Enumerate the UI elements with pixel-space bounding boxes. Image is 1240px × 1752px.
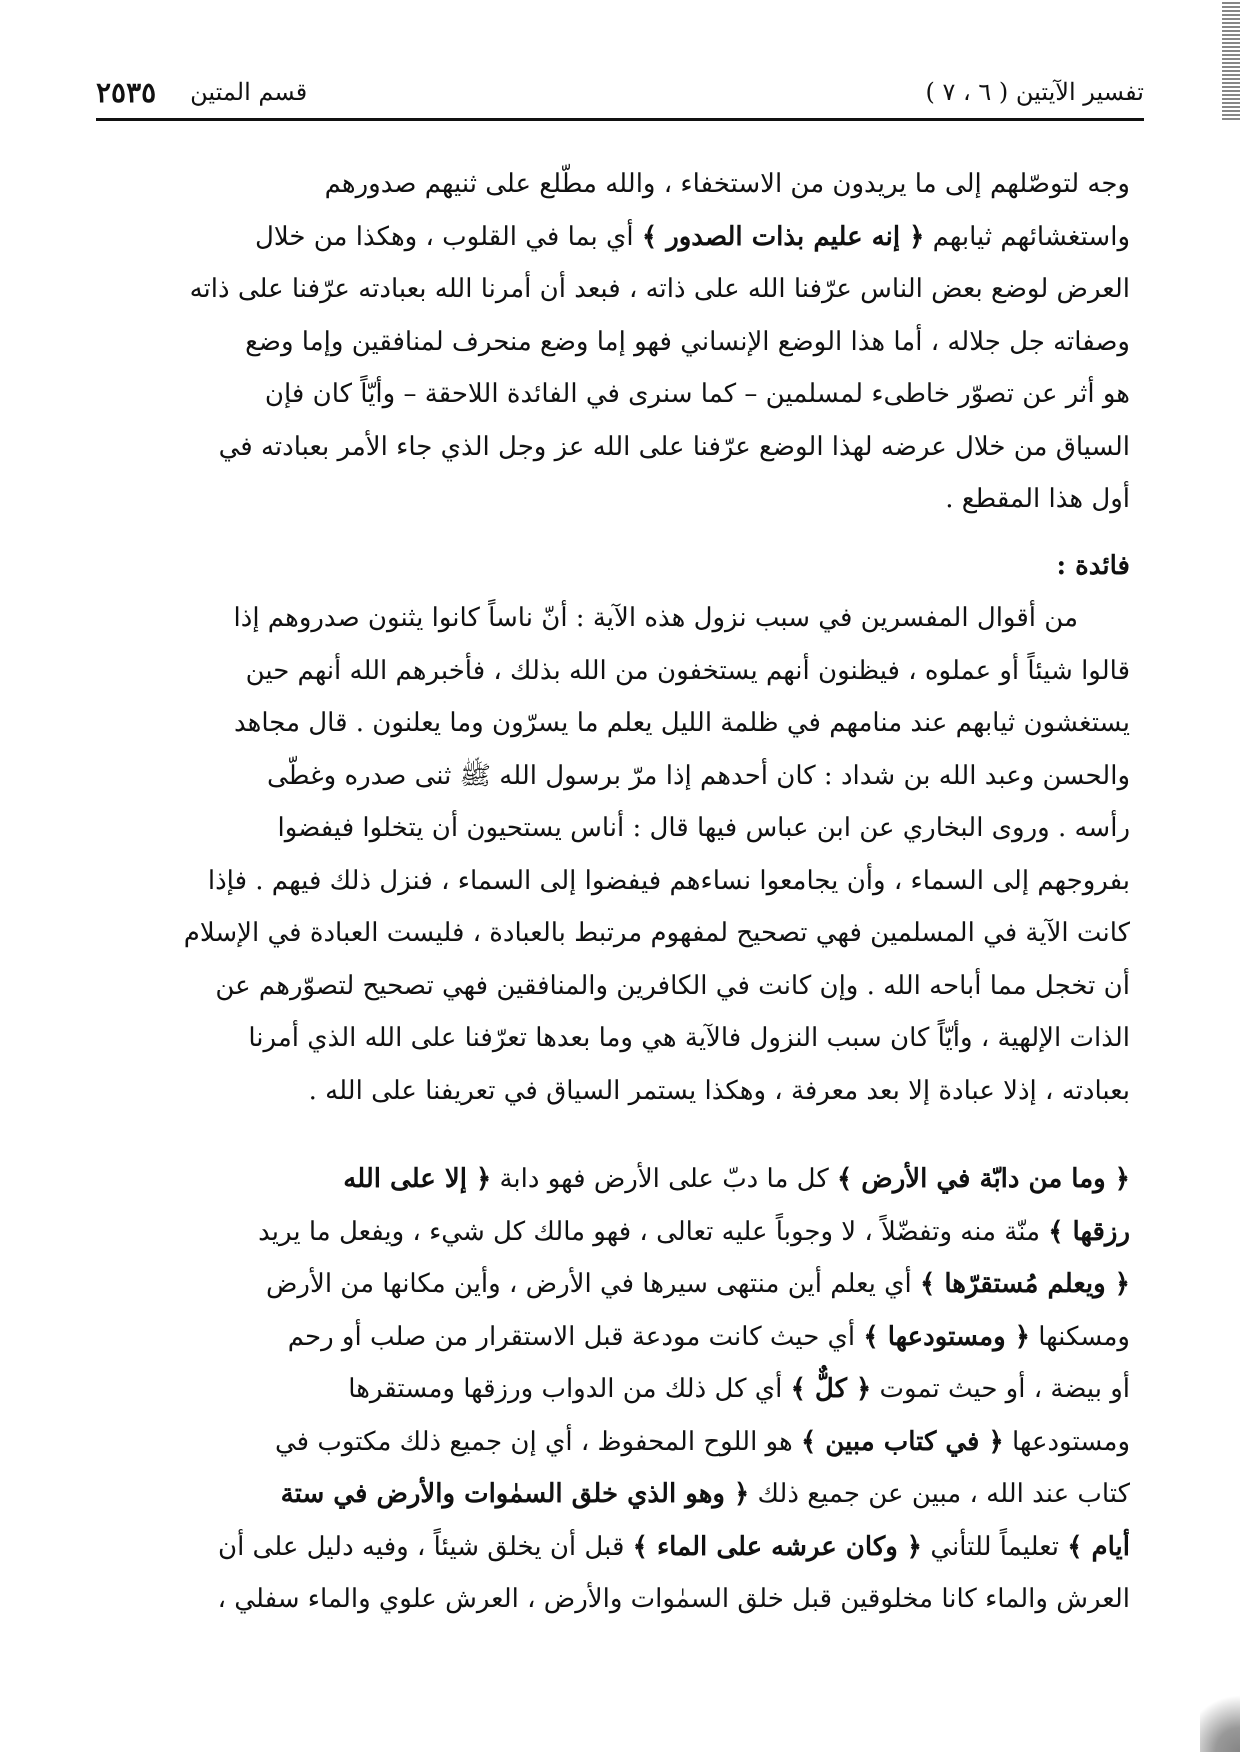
paragraph-line: وصفاته جل جلاله ، أما هذا الوضع الإنساني فهو إما وضع منحرف لمنافقين وإما وضع (245, 326, 1130, 357)
page-header (96, 72, 1144, 112)
paragraph-line (110, 1153, 1130, 1206)
verse-quote: ﴿ وهو الذي خلق السمٰوات والأرض في ستة (280, 1479, 750, 1509)
paragraph-line (110, 1363, 1130, 1416)
paragraph-line: العرش والماء كانا مخلوقين قبل خلق السمٰوات والأرض ، العرش علوي والماء سفلي ، (217, 1584, 1130, 1614)
paragraph-line: كانت الآية في المسلمين فهي تصحيح لمفهوم مرتبط بالعبادة ، فليست العبادة في الإسلام (183, 918, 1130, 948)
verse-quote: ﴿ ومستودعها ﴾ (863, 1321, 1030, 1352)
verse-quote: رزقها ﴾ (1048, 1216, 1130, 1247)
text-run: منّة منه وتفضّلاً ، لا وجوباً عليه تعالى ، فهو مالك كل شيء ، ويفعل ما يريد (258, 1216, 1040, 1247)
verse-quote: ﴿ إلا على الله (343, 1164, 492, 1194)
header-rule (96, 118, 1144, 121)
paragraph-line (110, 1521, 1130, 1574)
paragraph-line: رأسه . وروى البخاري عن ابن عباس فيها قال : أناس يستحيون أن يتخلوا فيفضوا (277, 813, 1130, 843)
text-run: كل ما دبّ على الأرض فهو دابة (499, 1164, 829, 1194)
paragraph-line: بفروجهم إلى السماء ، وأن يجامعوا نساءهم فيفضوا إلى السماء ، فنزل ذلك فيهم . فإذا (207, 865, 1130, 896)
verse-quote: أيام ﴾ (1067, 1531, 1130, 1562)
verse-quote: ﴿ كلٌّ ﴾ (790, 1374, 872, 1404)
paragraph-line: والحسن وعبد الله بن شداد : كان أحدهم إذا مرّ برسول الله ﷺ ثنى صدره وغطّى (267, 760, 1130, 791)
paragraph-line: العرض لوضع بعض الناس عرّفنا الله على ذاته ، فبعد أن أمرنا الله بعبادته عرّفنا على ذاته (189, 274, 1130, 304)
section-gap (110, 1117, 1130, 1153)
text-run: تعليماً للتأني (930, 1531, 1059, 1562)
page-body (110, 158, 1130, 1626)
paragraph-line: يستغشون ثيابهم عند منامهم في ظلمة الليل يعلم ما يسرّون وما يعلنون . قال مجاهد (234, 708, 1130, 738)
paragraph-line: هو أثر عن تصوّر خاطىء لمسلمين – كما سنرى في الفائدة اللاحقة – وأيّاً كان فإن (264, 379, 1130, 409)
text-run: أي كل ذلك من الدواب ورزقها ومستقرها (348, 1374, 783, 1404)
paragraph-line (110, 1206, 1130, 1259)
verse-quote: ﴿ وما من دابّة في الأرض ﴾ (836, 1164, 1130, 1194)
text-run: كتاب عند الله ، مبين عن جميع ذلك (757, 1479, 1130, 1509)
paragraph-line: السياق من خلال عرضه لهذا الوضع عرّفنا على الله عز وجل الذي جاء الأمر بعبادته في (218, 431, 1130, 462)
paragraph-line: من أقوال المفسرين في سبب نزول هذه الآية : أنّ ناساً كانوا يثنون صدروهم إذا (233, 603, 1078, 633)
paragraph-line: أن تخجل مما أباحه الله . وإن كانت في الكافرين والمنافقين فهي تصحيح لتصوّرهم عن (215, 970, 1130, 1001)
paragraph-line: بعبادته ، إذلا عبادة إلا بعد معرفة ، وهكذا يستمر السياق في تعريفنا على الله . (308, 1075, 1130, 1106)
book-title: تفسير الآيتين ( ٦ ، ٧ ) (925, 78, 1144, 106)
paragraph-line: الذات الإلهية ، وأيّاً كان سبب النزول فالآية هي وما بعدها تعرّفنا على الله الذي أمرنا (248, 1023, 1130, 1053)
text-run: ومستودعها (1012, 1426, 1130, 1457)
page-number: ٢٥٣٥ (96, 75, 157, 109)
scan-edge-artifact (1222, 0, 1240, 120)
paragraph-line: أول هذا المقطع . (945, 484, 1130, 514)
section-heading: فائدة : (1056, 550, 1130, 581)
text-run: أي حيث كانت مودعة قبل الاستقرار من صلب أو رحم (287, 1321, 856, 1352)
verse-quote: ﴿ ويعلم مُستقرّها ﴾ (920, 1269, 1130, 1299)
paragraph-line: وجه لتوصّلهم إلى ما يريدون من الاستخفاء ، والله مطّلع على ثنيهم صدورهم (324, 169, 1130, 199)
paragraph-line (110, 211, 1130, 264)
verse-quote: ﴿ إنه عليم بذات الصدور ﴾ (641, 221, 925, 252)
text-run: أو بيضة ، أو حيث تموت (879, 1374, 1130, 1404)
paragraph-line (110, 1311, 1130, 1364)
paragraph-line: قالوا شيئاً أو عملوه ، فيظنون أنهم يستخفون من الله بذلك ، فأخبرهم الله أنهم حين (245, 655, 1130, 686)
text-run: ومسكنها (1038, 1321, 1130, 1352)
section-name: قسم المتين (190, 78, 308, 106)
scan-corner-artifact (1200, 1682, 1240, 1752)
text-run: أي بما في القلوب ، وهكذا من خلال (255, 221, 634, 252)
text-run: هو اللوح المحفوظ ، أي إن جميع ذلك مكتوب في (275, 1426, 793, 1457)
text-run: واستغشائهم ثيابهم (932, 221, 1130, 252)
paragraph-line (110, 1258, 1130, 1311)
header-right (925, 78, 1144, 106)
verse-quote: ﴿ وكان عرشه على الماء ﴾ (632, 1531, 923, 1562)
text-run: قبل أن يخلق شيئاً ، وفيه دليل على أن (217, 1531, 625, 1562)
header-left (96, 76, 307, 109)
paragraph-line (110, 1468, 1130, 1521)
paragraph-line (110, 1416, 1130, 1469)
verse-quote: ﴿ في كتاب مبين ﴾ (800, 1426, 1004, 1457)
text-run: أي يعلم أين منتهى سيرها في الأرض ، وأين مكانها من الأرض (266, 1269, 912, 1299)
